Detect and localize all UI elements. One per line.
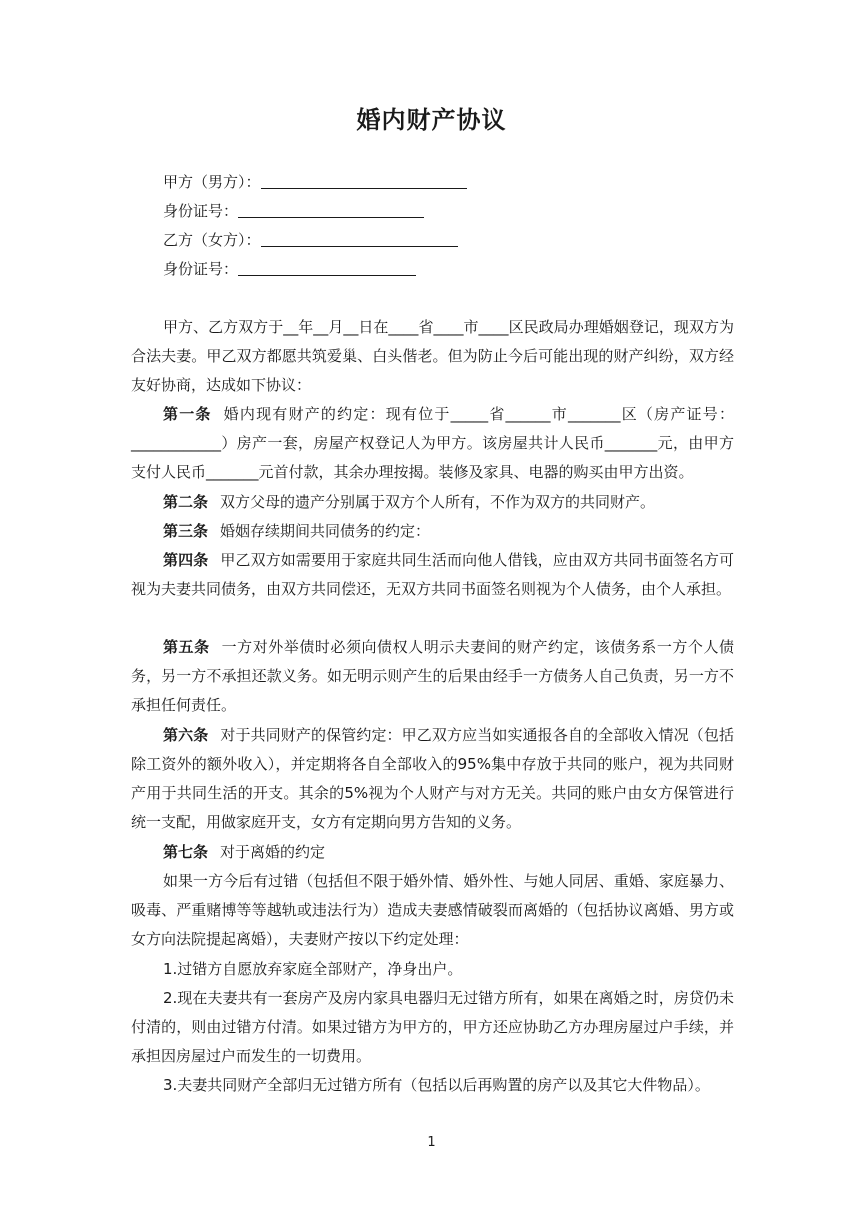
party-b-id-blank[interactable] — [238, 259, 416, 276]
party-a-id-blank[interactable] — [238, 201, 424, 218]
article-6-lead: 第六条 — [163, 726, 209, 744]
article-7-text: 对于离婚的约定 — [220, 843, 326, 861]
intro-paragraph: 甲方、乙方双方于__年__月__日在____省____市____区民政局办理婚姻登记，现双方为合法夫妻。甲乙双方都愿共筑爱巢、白头偕老。但为防止今后可能出现的财产纠纷，双方经友好协商，达成如下协议： — [131, 318, 734, 394]
divorce-item-2: 2.现在夫妻共有一套房产及房内家具电器归无过错方所有，如果在离婚之时，房贷仍未付清的，则由过错方付清。如果过错方为甲方的，甲方还应协助乙方办理房屋过户手续，并承担因房屋过户而发生的一切费用。 — [131, 989, 734, 1065]
party-b-label: 乙方（女方）： — [163, 231, 261, 249]
article-3 — [131, 517, 734, 546]
article-1 — [131, 400, 734, 487]
document-title: 婚内财产协议 — [356, 106, 507, 134]
article-4-lead: 第四条 — [163, 551, 209, 569]
article-5 — [131, 633, 734, 720]
article-2-lead: 第二条 — [163, 493, 209, 511]
article-6-text: 对于共同财产的保管约定：甲乙双方应当如实通报各自的全部收入情况（包括除工资外的额外收入），并定期将各自全部收入的95%集中存放于共同的账户，视为共同财产用于共同生活的开支。其余的5%视为个人财产与对方无关。共同的账户由女方保管进行统一支配，用做家庭开支，女方有定期向男方告知的义务。 — [131, 726, 734, 831]
party-b-line — [163, 230, 458, 250]
party-a-label: 甲方（男方）： — [163, 173, 261, 191]
article-7-lead: 第七条 — [163, 843, 209, 861]
party-b-id-line — [163, 259, 416, 279]
party-a-id-label: 身份证号： — [163, 202, 239, 220]
article-1-text: 婚内现有财产的约定：现有位于_____省______市_______区（房产证号：____________）房产一套，房屋产权登记人为甲方。该房屋共计人民币_______元，由甲方支付人民币_______元首付款，其余办理按揭。装修及家具、电器的购买由甲方出资。 — [131, 405, 734, 481]
article-3-lead: 第三条 — [163, 522, 209, 540]
party-b-blank[interactable] — [261, 230, 458, 247]
article-6 — [131, 721, 734, 837]
article-1-lead: 第一条 — [163, 405, 212, 423]
party-a-id-line — [163, 201, 424, 221]
divorce-item-3: 3.夫妻共同财产全部归无过错方所有（包括以后再购置的房产以及其它大件物品）。 — [163, 1076, 710, 1094]
article-4 — [131, 546, 734, 604]
party-a-line — [163, 172, 467, 192]
party-a-blank[interactable] — [261, 172, 467, 189]
divorce-item-1: 1.过错方自愿放弃家庭全部财产，净身出户。 — [163, 960, 463, 978]
article-2-text: 双方父母的遗产分别属于双方个人所有，不作为双方的共同财产。 — [220, 493, 656, 511]
divorce-paragraph: 如果一方今后有过错（包括但不限于婚外情、婚外性、与她人同居、重婚、家庭暴力、吸毒、严重赌博等等越轨或违法行为）造成夫妻感情破裂而离婚的（包括协议离婚、男方或女方向法院提起离婚），夫妻财产按以下约定处理： — [131, 872, 734, 948]
article-4-text: 甲乙双方如需要用于家庭共同生活而向他人借钱，应由双方共同书面签名方可视为夫妻共同债务，由双方共同偿还，无双方共同书面签名则视为个人债务，由个人承担。 — [131, 551, 734, 598]
article-7 — [131, 838, 734, 867]
article-2 — [131, 488, 734, 517]
article-5-text: 一方对外举债时必须向债权人明示夫妻间的财产约定，该债务系一方个人债务，另一方不承担还款义务。如无明示则产生的后果由经手一方债务人自己负责，另一方不承担任何责任。 — [131, 638, 734, 714]
page-number: 1 — [427, 1135, 436, 1150]
party-b-id-label: 身份证号： — [163, 260, 239, 278]
article-3-text: 婚姻存续期间共同债务的约定： — [220, 522, 431, 540]
article-5-lead: 第五条 — [163, 638, 210, 656]
